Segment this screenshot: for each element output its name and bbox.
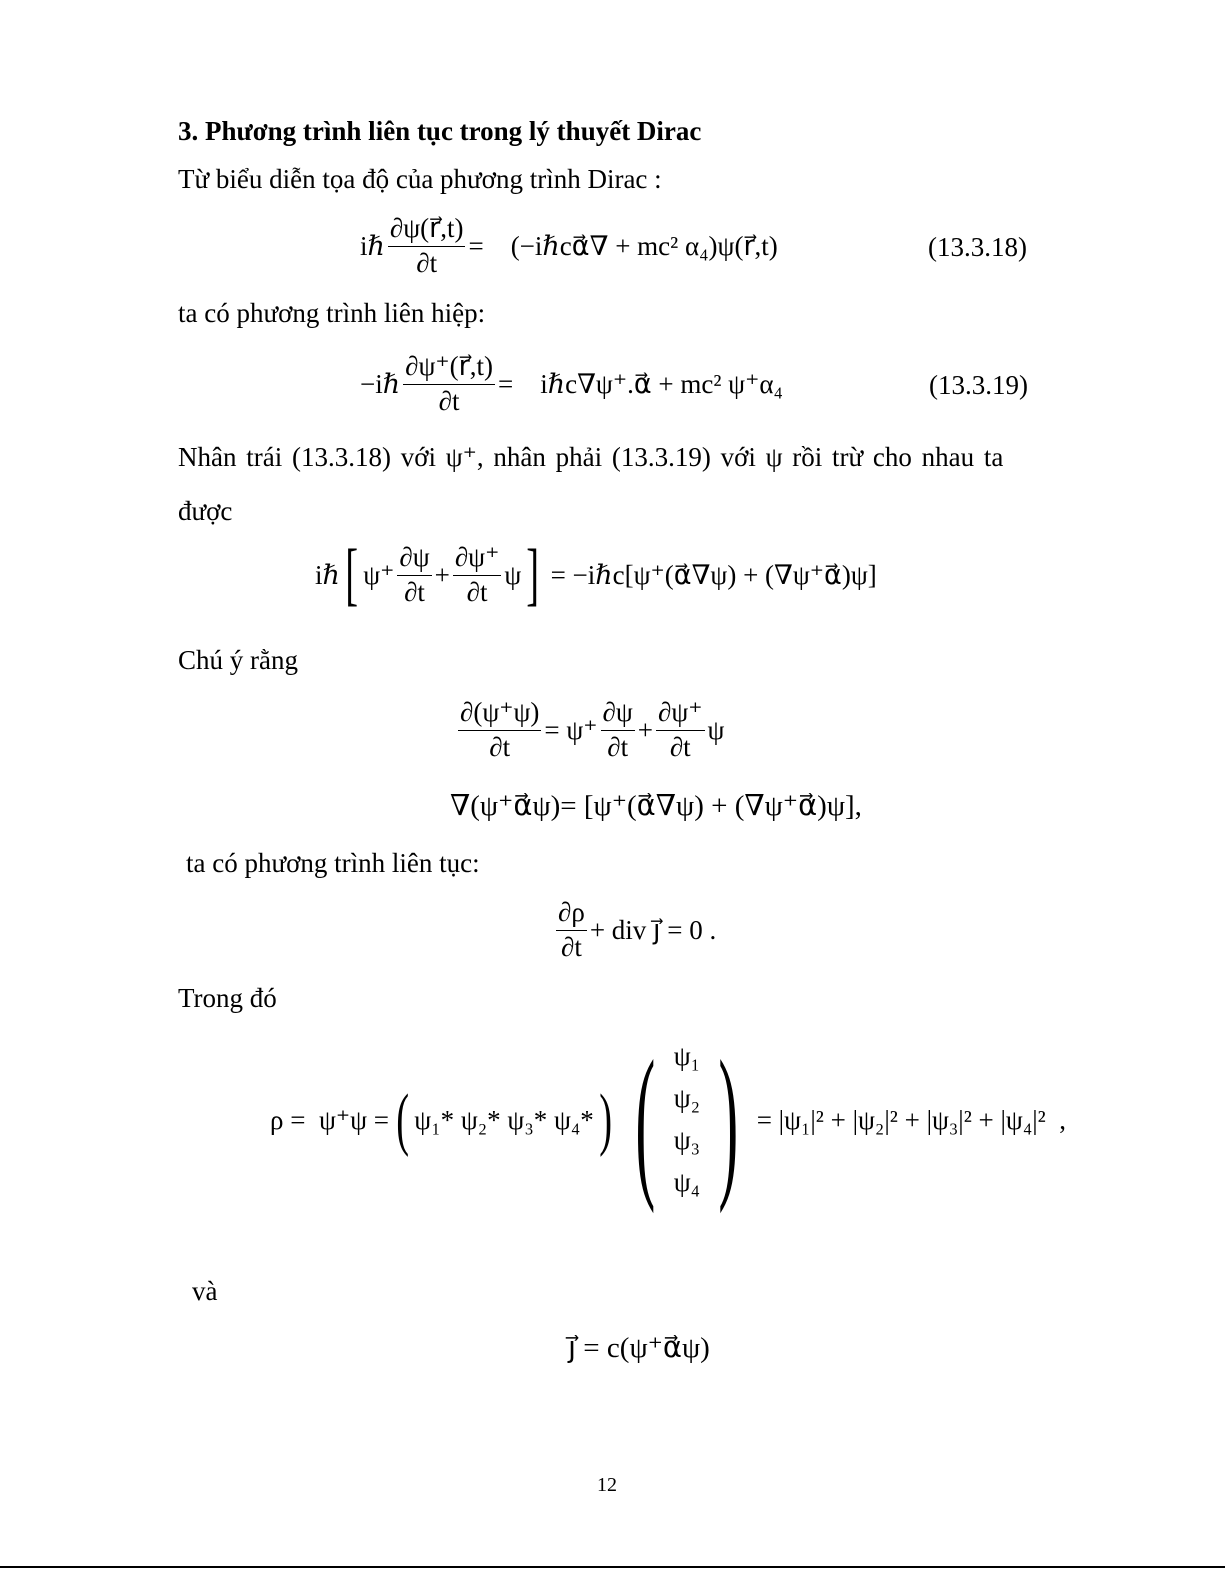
continuity-intro-text: ta có phương trình liên tục: (186, 848, 480, 878)
eq3-term2: ψ (504, 559, 522, 590)
eq1-prefix: iℏ (360, 230, 385, 261)
eq2-rhs: = iℏc∇ψ⁺.α⃗ + mc² ψ⁺α₄ (497, 368, 783, 399)
current-equation: j⃗ = c(ψ⁺α⃗ψ) (568, 1332, 710, 1364)
eq3-fraction1 (397, 543, 431, 607)
column-entry: ψ₂ (673, 1083, 701, 1114)
equation-number-2: (13.3.19) (929, 370, 1028, 400)
right-bracket-icon: ] (526, 536, 540, 613)
bottom-rule (0, 1566, 1225, 1568)
eq3-plus: + (434, 559, 450, 590)
eq4-f2-numerator: ∂ψ⁺ (656, 698, 705, 731)
identity-time-derivative (455, 698, 724, 762)
eq4-f1-denominator: ∂t (607, 731, 629, 762)
eq3-f2-numerator: ∂ψ⁺ (453, 543, 502, 576)
eq1-numerator: ∂ψ(r⃗,t) (388, 214, 466, 247)
eq1-fraction (388, 214, 466, 278)
eq4-f1-numerator: ∂ψ (601, 698, 635, 731)
note-text: Chú ý rằng (178, 645, 298, 675)
eq3-f1-numerator: ∂ψ (397, 543, 431, 576)
multiply-text-line1: Nhân trái (13.3.18) với ψ⁺, nhân phải (13.3.19) với ψ rồi trừ cho nhau ta (178, 442, 1004, 472)
eq3-fraction2 (453, 543, 502, 607)
column-entry: ψ₄ (673, 1166, 701, 1197)
intro-text: Từ biểu diễn tọa độ của phương trình Dirac : (178, 164, 662, 194)
eq4-lhs-fraction (458, 698, 541, 762)
eq4-plus: + (637, 714, 654, 745)
eq6-numerator: ∂ρ (556, 898, 587, 931)
multiply-text-line2: được (178, 496, 233, 526)
eq2-prefix: −iℏ (360, 368, 401, 399)
equation-13-3-18 (360, 214, 778, 278)
eq4-fraction2 (656, 698, 705, 762)
eq3-prefix: iℏ (315, 559, 340, 590)
column-entry: ψ₃ (673, 1125, 701, 1155)
page-number: 12 (597, 1474, 617, 1496)
eq6-fraction (556, 898, 587, 962)
eq7-lhs: ρ = ψ⁺ψ = (270, 1104, 389, 1135)
eq4-fraction1 (601, 698, 635, 762)
eq3-f1-denominator: ∂t (404, 576, 425, 607)
eq4-lhs-denominator: ∂t (489, 731, 511, 762)
equation-difference (315, 536, 877, 613)
eq4-lhs-numerator: ∂(ψ⁺ψ) (458, 698, 541, 731)
equation-number-1: (13.3.18) (928, 232, 1027, 262)
eq2-fraction (403, 352, 495, 416)
eq7-rhs: = |ψ₁|² + |ψ₂|² + |ψ₃|² + |ψ₄|² , (756, 1104, 1066, 1135)
column-left-paren-icon: ( (635, 1026, 656, 1214)
row-right-paren-icon: ) (599, 1081, 612, 1158)
left-bracket-icon: [ (345, 536, 358, 613)
eq2-numerator: ∂ψ⁺(r⃗,t) (403, 352, 495, 385)
and-text: và (192, 1276, 218, 1306)
eq7-row-vector: ψ₁* ψ₂* ψ₃* ψ₄* (414, 1104, 594, 1135)
identity-divergence: ∇(ψ⁺α⃗ψ)= [ψ⁺(α⃗∇ψ) + (∇ψ⁺α⃗)ψ], (450, 790, 862, 822)
eq3-rhs: = −iℏc[ψ⁺(α⃗∇ψ) + (∇ψ⁺α⃗)ψ] (550, 559, 877, 590)
eq4-equals: = ψ⁺ (544, 714, 598, 745)
column-entry: ψ₁ (673, 1041, 701, 1072)
eq4-tail: ψ (707, 714, 725, 745)
density-equation (270, 1026, 1066, 1214)
eq1-denominator: ∂t (416, 247, 438, 278)
eq2-denominator: ∂t (438, 385, 460, 416)
eq3-term1: ψ⁺ (363, 559, 395, 590)
conjugate-intro-text: ta có phương trình liên hiệp: (178, 298, 486, 328)
continuity-equation (553, 898, 716, 962)
column-right-paren-icon: ) (718, 1026, 739, 1214)
eq3-f2-denominator: ∂t (466, 576, 488, 607)
column-vector (674, 1036, 700, 1203)
section-heading: 3. Phương trình liên tục trong lý thuyết Dirac (178, 116, 702, 146)
equation-13-3-19 (360, 352, 783, 416)
eq6-denominator: ∂t (560, 931, 582, 962)
row-left-paren-icon: ( (396, 1081, 410, 1158)
eq4-f2-denominator: ∂t (669, 731, 691, 762)
eq6-rest: + div j⃗ = 0 . (589, 914, 717, 945)
eq1-rhs: = (−iℏcα⃗∇ + mc² α₄)ψ(r⃗,t) (468, 230, 778, 261)
where-text: Trong đó (178, 983, 277, 1013)
